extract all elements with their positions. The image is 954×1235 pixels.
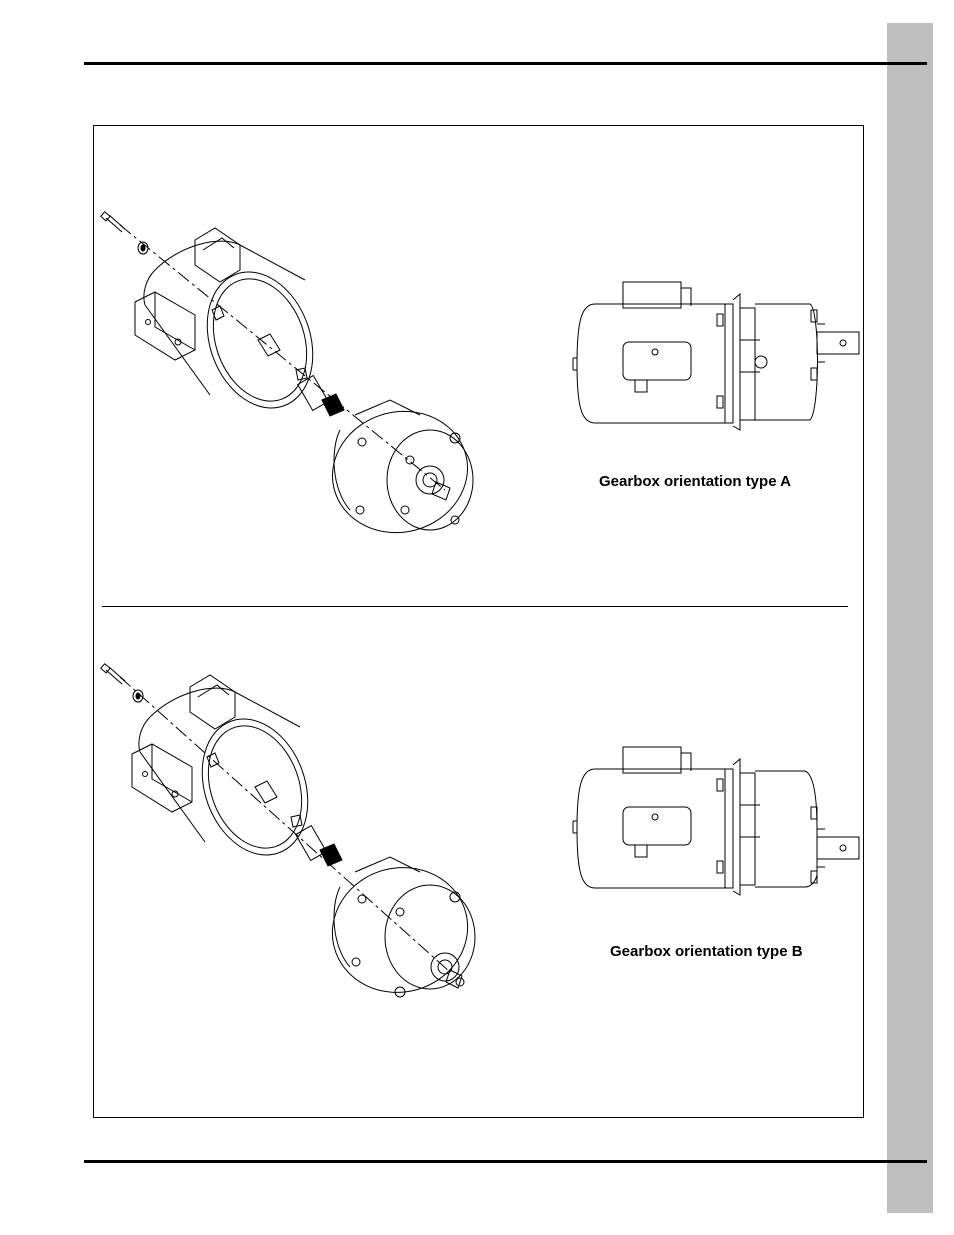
exploded-motor-gearbox-drawing-b bbox=[100, 662, 480, 1002]
motor-side-view bbox=[573, 282, 725, 423]
coupler bbox=[296, 826, 342, 866]
motor-side-view bbox=[573, 747, 725, 888]
side-tab bbox=[887, 23, 933, 1213]
exploded-motor-gearbox-drawing-a bbox=[100, 210, 480, 540]
bolt-icon bbox=[101, 664, 125, 684]
flange-gearbox-side-view bbox=[717, 294, 818, 430]
bolt-icon bbox=[101, 212, 125, 232]
figure-divider bbox=[102, 606, 848, 607]
gearbox bbox=[319, 396, 481, 547]
coupler bbox=[298, 376, 344, 416]
caption-type-a: Gearbox orientation type A bbox=[599, 473, 791, 490]
footer-rule bbox=[84, 1160, 927, 1163]
motor-body bbox=[132, 675, 326, 870]
caption-type-b: Gearbox orientation type B bbox=[610, 943, 803, 960]
output-shaft bbox=[817, 324, 859, 362]
motor-body bbox=[135, 228, 331, 423]
side-view-drawing-b bbox=[565, 745, 865, 905]
output-shaft bbox=[817, 829, 859, 867]
side-view-drawing-a bbox=[565, 280, 865, 440]
header-rule bbox=[84, 62, 927, 65]
flange-gearbox-side-view bbox=[717, 759, 817, 895]
gearbox bbox=[318, 853, 481, 1008]
